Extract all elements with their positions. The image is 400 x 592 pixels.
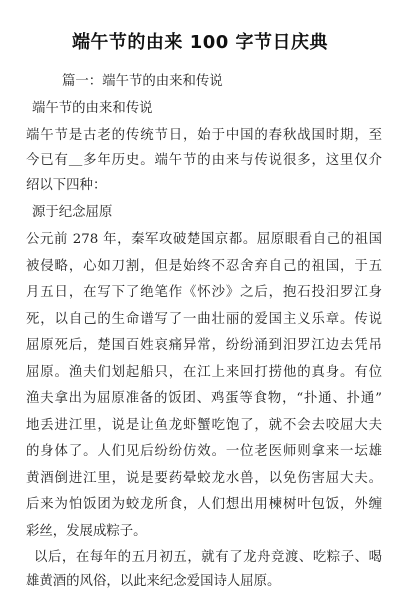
section-heading: 端午节的由来和传说 bbox=[32, 101, 153, 116]
body-line: 黄酒倒进江里，说是要药晕蛟龙水兽，以免伤害屈大夫。 bbox=[26, 471, 382, 486]
body-line: 死，以自己的生命谱写了一曲壮丽的爱国主义乐章。传说 bbox=[26, 312, 382, 327]
origin-heading: 源于纪念屈原 bbox=[32, 205, 113, 220]
final-line: 雄黄酒的风俗，以此来纪念爱国诗人屈原。 bbox=[26, 574, 281, 589]
body-line: 的身体了。人们见后纷纷仿效。一位老医师则拿来一坛雄 bbox=[26, 444, 382, 459]
body-line: 月五日，在写下了绝笔作《怀沙》之后，抱石投汨罗江身 bbox=[26, 285, 382, 300]
intro-line: 绍以下四种： bbox=[26, 178, 107, 193]
body-line: 渔夫拿出为屈原准备的饭团、鸡蛋等食物，“扑通、扑通” bbox=[26, 391, 382, 406]
intro-line: 今已有＿多年历史。端午节的由来与传说很多，这里仅介 bbox=[26, 153, 382, 168]
final-line: 以后，在每年的五月初五，就有了龙舟竞渡、吃粽子、喝 bbox=[34, 550, 382, 565]
body-line: 公元前 278 年，秦军攻破楚国京都。屈原眼看自己的祖国 bbox=[26, 232, 382, 247]
body-line: 屈原。渔夫们划起船只，在江上来回打捞他的真身。有位 bbox=[26, 365, 382, 380]
body-line: 彩丝，发展成粽子。 bbox=[26, 524, 147, 539]
intro-line: 端午节是古老的传统节日，始于中国的春秋战国时期，至 bbox=[26, 128, 382, 143]
body-line: 后来为怕饭团为蛟龙所食，人们想出用楝树叶包饭，外缠 bbox=[26, 497, 382, 512]
article-subheading: 篇一：端午节的由来和传说 bbox=[62, 74, 223, 89]
document-title: 端午节的由来 100 字节日庆典 bbox=[71, 32, 329, 53]
body-line: 屈原死后，楚国百姓哀痛异常，纷纷涌到汨罗江边去凭吊 bbox=[26, 338, 382, 353]
body-line: 地丢进江里，说是让鱼龙虾蟹吃饱了，就不会去咬屈大夫 bbox=[26, 418, 382, 433]
body-line: 被侵略，心如刀割，但是始终不忍舍弃自己的祖国，于五 bbox=[26, 259, 382, 274]
